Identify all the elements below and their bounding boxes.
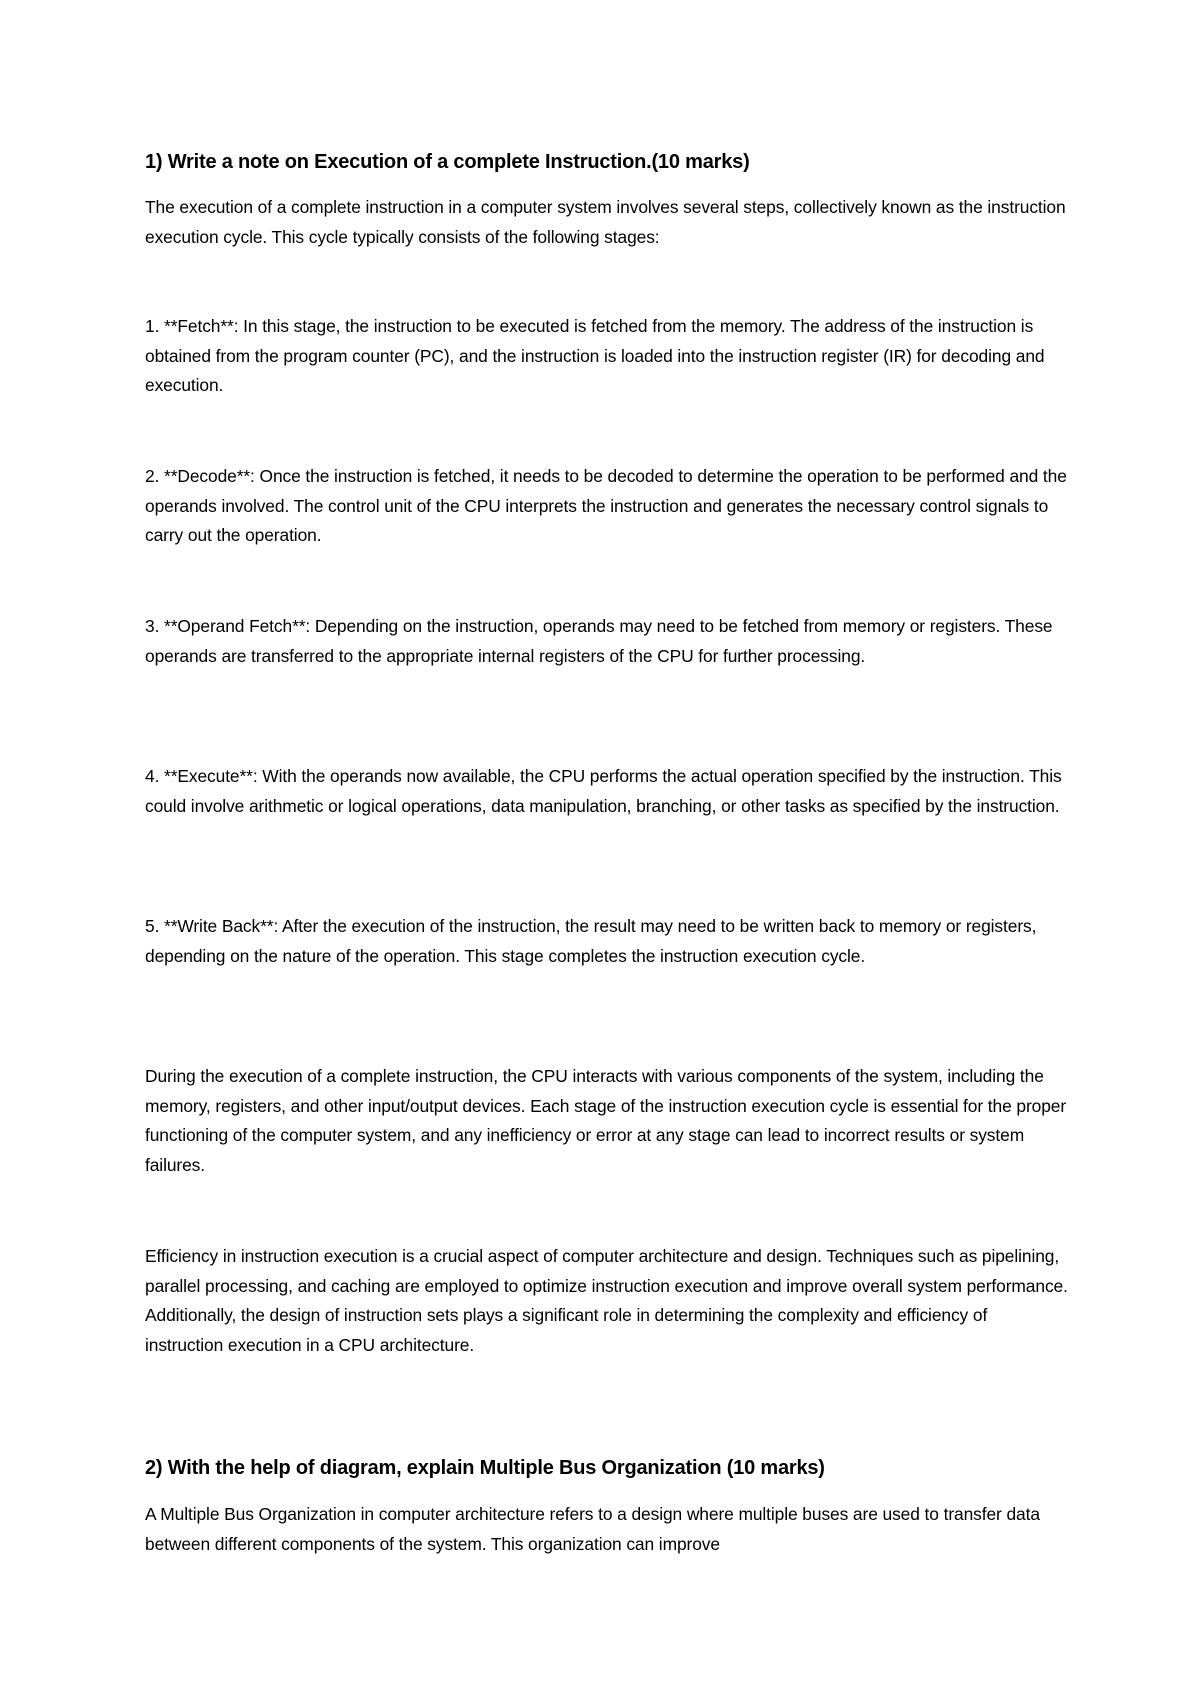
stage-fetch-paragraph: 1. **Fetch**: In this stage, the instruction to be executed is fetched from the memory. The address of the instruction is obtained from the program counter (PC), and the instruction is loaded into the instruction register (IR) for decoding and execution. xyxy=(145,316,1045,396)
stage-execute-paragraph: 4. **Execute**: With the operands now available, the CPU performs the actual operation specified by the instruction. This could involve arithmetic or logical operations, data manipulation, branching, or other tasks as specified by the instruction. xyxy=(145,766,1062,816)
cpu-interaction-paragraph: During the execution of a complete instruction, the CPU interacts with various components of the system, including the memory, registers, and other input/output devices. Each stage of the instruction execution cycle is essential for the proper functioning of the computer system, and any inefficiency or error at any stage can lead to incorrect results or system failures. xyxy=(145,1066,1067,1175)
question-1-heading: 1) Write a note on Execution of a complete Instruction.(10 marks) xyxy=(145,151,750,173)
question-2-heading: 2) With the help of diagram, explain Multiple Bus Organization (10 marks) xyxy=(145,1457,825,1479)
question-2-intro-paragraph: A Multiple Bus Organization in computer architecture refers to a design where multiple buses are used to transfer data between different components of the system. This organization can improve xyxy=(145,1504,1040,1554)
efficiency-paragraph: Efficiency in instruction execution is a crucial aspect of computer architecture and design. Techniques such as pipelining, parallel processing, and caching are employed to optimize instruction execution and improve overall system performance. Additionally, the design of instruction sets plays a significant role in determining the complexity and efficiency of instruction execution in a CPU architecture. xyxy=(145,1246,1068,1355)
stage-operand-fetch-paragraph: 3. **Operand Fetch**: Depending on the instruction, operands may need to be fetched from memory or registers. These operands are transferred to the appropriate internal registers of the CPU for further processing. xyxy=(145,616,1053,666)
stage-write-back-paragraph: 5. **Write Back**: After the execution of the instruction, the result may need to be written back to memory or registers, depending on the nature of the operation. This stage completes the instruction execution cycle. xyxy=(145,916,1037,966)
question-1-intro-paragraph: The execution of a complete instruction in a computer system involves several steps, collectively known as the instruction execution cycle. This cycle typically consists of the following stages: xyxy=(145,197,1066,247)
stage-decode-paragraph: 2. **Decode**: Once the instruction is fetched, it needs to be decoded to determine the operation to be performed and the operands involved. The control unit of the CPU interprets the instruction and generates the necessary control signals to carry out the operation. xyxy=(145,466,1067,546)
